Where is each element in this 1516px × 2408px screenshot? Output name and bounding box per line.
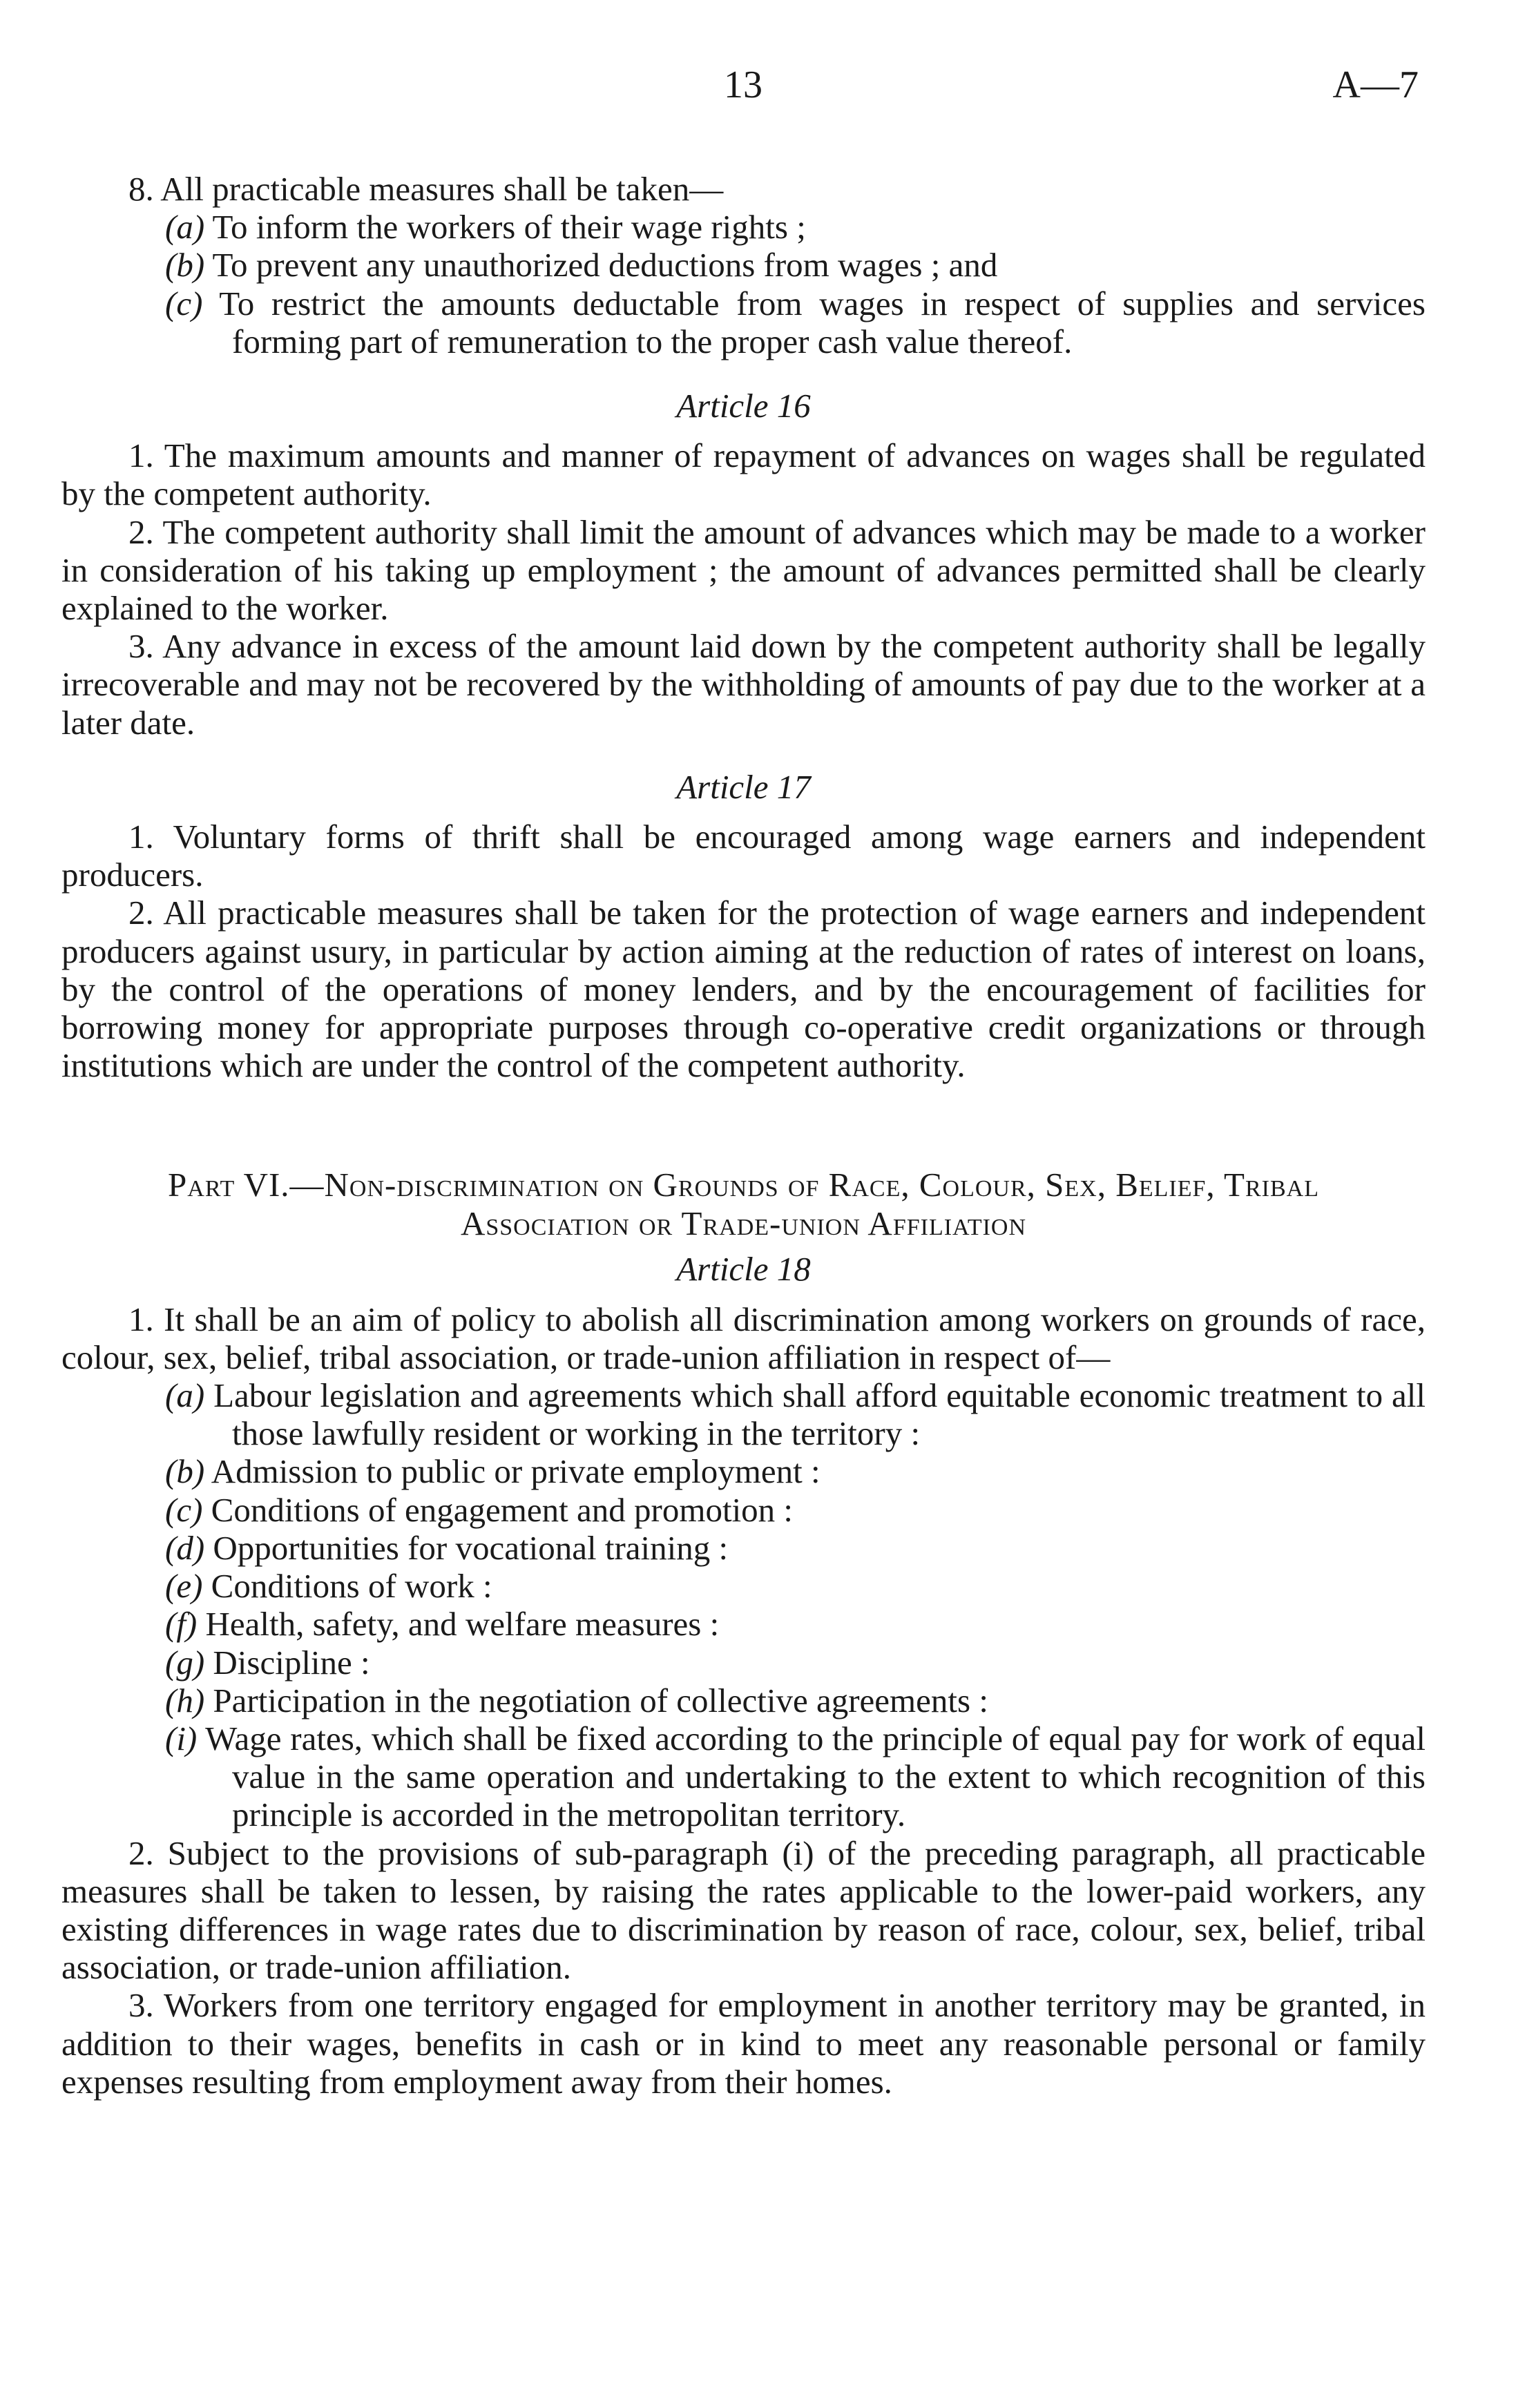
item-mark: (d) [165, 1528, 205, 1567]
article-18-item-f [61, 1605, 1426, 1643]
article-16-para-2: 2. The competent authority shall limit the amount of advances which may be made to a worker in consideration of his taking up employment ; the amount of advances permitted shall be clearly explained to the worker. [61, 512, 1426, 628]
article-18-item-a [61, 1376, 1426, 1452]
item-mark: (g) [165, 1643, 205, 1682]
article-18-para-2: 2. Subject to the provisions of sub-paragraph (i) of the preceding paragraph, all practicable measures shall be taken to lessen, by raising the rates applicable to the lower-paid workers, any existing differences in wage rates due to discrimination by reason of race, colour, sex, belief, tribal association, or trade-union affiliation. [61, 1833, 1426, 1987]
article-16-para-3: 3. Any advance in excess of the amount laid down by the competent authority shall be legally irrecoverable and may not be recovered by the withholding of amounts of pay due to the worker at a later date. [61, 627, 1426, 742]
item-text: Health, safety, and welfare measures : [205, 1605, 720, 1644]
article-17-para-2: 2. All practicable measures shall be taken for the protection of wage earners and independent producers against usury, in particular by action aiming at the reduction of rates of interest on loans, by the control of the operations of money lenders, and by the encouragement of facilities for borrowing money for appropriate purposes through co-operative credit organizations or through institutions which are under the control of the competent authority. [61, 894, 1426, 1085]
item-text: To restrict the amounts deductable from wages in respect of supplies and services forming part of remuneration to the proper cash value thereof. [219, 284, 1426, 360]
series-code: A—7 [1332, 64, 1419, 106]
item-text: Discipline : [213, 1643, 370, 1682]
article-18-item-i [61, 1720, 1426, 1834]
article-16-heading: Article 16 [676, 387, 811, 425]
article-18-item-g [61, 1644, 1426, 1682]
item-mark: (b) [165, 1452, 205, 1491]
item-text: To prevent any unauthorized deductions from wages ; and [212, 246, 998, 285]
part-6-heading-line-2: Association or Trade-union Affiliation [460, 1204, 1027, 1243]
item-text: Wage rates, which shall be fixed according to the principle of equal pay for work of equal value in the same operation and undertaking to the extent to which recognition of this principle is accorded in the metropolitan territory. [205, 1719, 1426, 1834]
part-6-heading-line-1: Part VI.—Non-discrimination on Grounds of Race, Colour, Sex, Belief, Tribal [168, 1166, 1319, 1204]
para-8-lead: 8. All practicable measures shall be taken— [128, 170, 724, 208]
item-mark: (h) [165, 1681, 205, 1720]
article-18-item-d [61, 1529, 1426, 1567]
item-text: To inform the workers of their wage rights ; [212, 208, 806, 247]
item-mark: (c) [165, 284, 203, 322]
article-18-item-e [61, 1567, 1426, 1605]
para-8-item-c [61, 285, 1426, 360]
article-17-para-1: 1. Voluntary forms of thrift shall be encouraged among wage earners and independent producers. [61, 818, 1426, 894]
item-mark: (a) [165, 208, 205, 247]
page-number: 13 [724, 64, 762, 106]
article-18-item-c [61, 1491, 1426, 1529]
article-17-heading: Article 17 [676, 767, 811, 806]
article-18-heading: Article 18 [676, 1250, 811, 1289]
item-text: Opportunities for vocational training : [213, 1528, 729, 1567]
item-mark: (f) [165, 1605, 198, 1644]
item-text: Admission to public or private employment : [211, 1452, 821, 1491]
item-mark: (e) [165, 1567, 203, 1606]
item-text: Participation in the negotiation of collective agreements : [213, 1681, 988, 1720]
para-8-item-a [61, 208, 1426, 246]
article-18-para-1: 1. It shall be an aim of policy to abolish all discrimination among workers on grounds of race, colour, sex, belief, tribal association, or trade-union affiliation in respect of— [61, 1300, 1426, 1376]
item-mark: (b) [165, 246, 205, 285]
article-18-item-b [61, 1452, 1426, 1490]
page-header [0, 66, 1516, 122]
article-18-item-h [61, 1682, 1426, 1720]
item-mark: (c) [165, 1490, 203, 1529]
item-text: Conditions of work : [211, 1567, 492, 1606]
item-text: Conditions of engagement and promotion : [211, 1490, 794, 1529]
part-6-heading [61, 1166, 1426, 1243]
article-18-para-3: 3. Workers from one territory engaged for employment in another territory may be granted, in addition to their wages, benefits in cash or in kind to meet any reasonable personal or family expenses resulting from employment away from their homes. [61, 1986, 1426, 2101]
page-content [61, 170, 1426, 2101]
para-8-item-b [61, 246, 1426, 284]
article-16-para-1: 1. The maximum amounts and manner of repayment of advances on wages shall be regulated by the competent authority. [61, 436, 1426, 513]
item-mark: (a) [165, 1376, 205, 1415]
item-text: Labour legislation and agreements which shall afford equitable economic treatment to all those lawfully resident or working in the territory : [213, 1376, 1426, 1453]
item-mark: (i) [165, 1719, 198, 1757]
